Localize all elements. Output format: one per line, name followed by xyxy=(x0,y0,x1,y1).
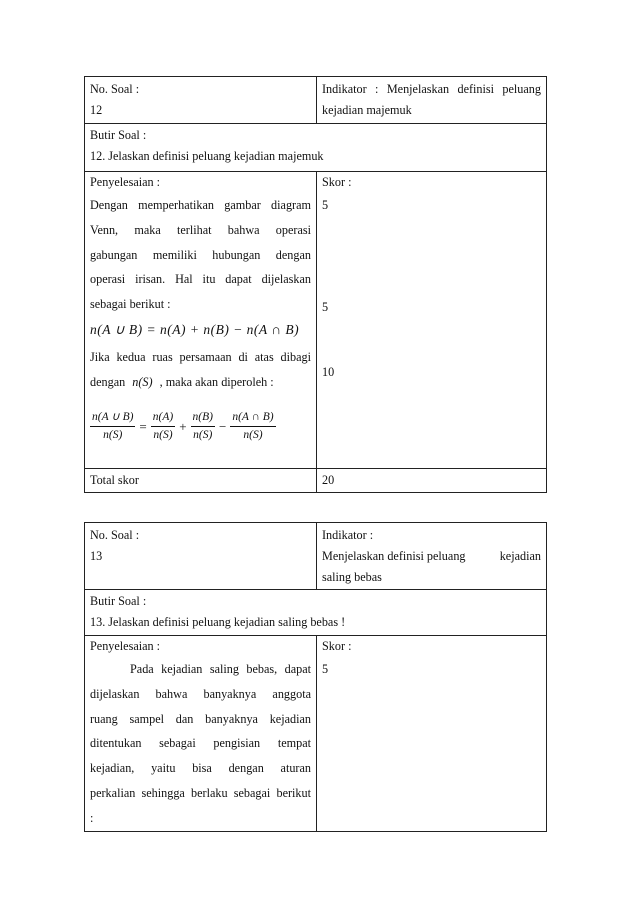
total-label: Total skor xyxy=(90,473,139,487)
indikator-cell-2 xyxy=(317,523,547,590)
para1-line-2: Venn, maka terlihat bahwa operasi xyxy=(90,222,311,237)
indikator-line-1: Indikator : Menjelaskan definisi peluang xyxy=(322,82,541,96)
penyelesaian-label: Penyelesaian : xyxy=(90,175,161,189)
skor-label: Skor : xyxy=(322,175,352,189)
para-line-7: : xyxy=(90,810,94,825)
skor-value-2-1: 5 xyxy=(322,662,329,676)
butir-label-2: Butir Soal : xyxy=(90,594,147,608)
para1-line-1: Dengan memperhatikan gambar diagram xyxy=(90,198,311,212)
soal-13-table xyxy=(84,522,547,832)
para2-post: , maka akan diperoleh : xyxy=(159,374,274,389)
indikator-line-1-left: Menjelaskan definisi peluang xyxy=(322,549,466,563)
skor-value-1: 5 xyxy=(322,198,329,212)
total-value: 20 xyxy=(322,473,335,487)
no-soal-value: 12 xyxy=(90,103,103,117)
no-soal-cell xyxy=(85,77,317,124)
equals-sign: = xyxy=(139,418,147,434)
skor-value-2: 5 xyxy=(322,300,329,314)
frac-term-2 xyxy=(191,410,215,443)
butir-cell xyxy=(85,124,547,172)
penyelesaian-label-2: Penyelesaian : xyxy=(90,639,161,653)
frac-t3-num: n(A ∩ B) xyxy=(230,410,275,427)
butir-row-2 xyxy=(85,590,547,636)
para2-pre: dengan xyxy=(90,374,126,389)
skor-cell-2 xyxy=(317,636,547,832)
frac-term-3 xyxy=(230,410,275,443)
no-soal-cell-2 xyxy=(85,523,317,590)
penyelesaian-cell xyxy=(85,172,317,469)
indikator-line-1-2 xyxy=(322,546,541,567)
frac-t2-num: n(B) xyxy=(191,410,215,427)
no-soal-label: No. Soal : xyxy=(90,82,140,96)
skor-value-3: 10 xyxy=(322,365,335,379)
total-value-cell xyxy=(317,469,547,493)
para1-line-5: sebagai berikut : xyxy=(90,297,171,312)
butir-text-2: 13. Jelaskan definisi peluang kejadian saling bebas ! xyxy=(90,615,346,629)
frac-lhs xyxy=(90,410,135,443)
indikator-cell xyxy=(317,77,547,124)
para2-line-2 xyxy=(90,370,311,395)
frac-lhs-num: n(A ∪ B) xyxy=(90,410,135,427)
para2-line-1: Jika kedua ruas persamaan di atas dibagi xyxy=(90,349,311,364)
indikator-line-1-right: kejadian xyxy=(499,549,541,563)
butir-label: Butir Soal : xyxy=(90,128,147,142)
indikator-line-2-2: saling bebas xyxy=(322,570,382,584)
plus-sign: + xyxy=(179,418,187,434)
para1-line-3: gabungan memiliki hubungan dengan xyxy=(90,247,311,262)
indikator-line-2: kejadian majemuk xyxy=(322,103,412,117)
frac-t2-den: n(S) xyxy=(193,429,213,442)
butir-text: 12. Jelaskan definisi peluang kejadian majemuk xyxy=(90,149,324,163)
frac-lhs-den: n(S) xyxy=(103,429,123,442)
skor-label-2: Skor : xyxy=(322,639,352,653)
no-soal-label-2: No. Soal : xyxy=(90,528,140,542)
n-s-math: n(S) xyxy=(132,374,153,389)
header-row-2 xyxy=(85,523,547,590)
para-line-2: dijelaskan bahwa banyaknya anggota xyxy=(90,686,311,701)
header-row xyxy=(85,77,547,124)
frac-t1-num: n(A) xyxy=(151,410,175,427)
butir-row xyxy=(85,124,547,172)
para1-line-4: operasi irisan. Hal itu dapat dijelaskan xyxy=(90,272,311,287)
butir-cell-2 xyxy=(85,590,547,636)
penyelesaian-row xyxy=(85,172,547,469)
total-label-cell xyxy=(85,469,317,493)
indikator-label-2: Indikator : xyxy=(322,528,374,542)
no-soal-value-2: 13 xyxy=(90,549,103,563)
total-row xyxy=(85,469,547,493)
frac-term-1 xyxy=(151,410,175,443)
soal-12-table xyxy=(84,76,547,493)
frac-t3-den: n(S) xyxy=(243,429,263,442)
para-line-6: perkalian sehingga berlaku sebagai berikut xyxy=(90,785,311,800)
skor-cell xyxy=(317,172,547,469)
fraction-formula xyxy=(90,399,311,455)
minus-sign: − xyxy=(218,418,227,434)
para-line-3: ruang sampel dan banyaknya kejadian xyxy=(90,711,311,726)
para-line-5: kejadian, yaitu bisa dengan aturan xyxy=(90,761,311,776)
union-formula: n(A ∪ B) = n(A) + n(B) − n(A ∩ B) xyxy=(90,321,300,337)
para-line-4: ditentukan sebagai pengisian tempat xyxy=(90,736,311,751)
penyelesaian-cell-2 xyxy=(85,636,317,832)
penyelesaian-row-2 xyxy=(85,636,547,832)
para-line-1: Pada kejadian saling bebas, dapat xyxy=(130,662,311,676)
frac-t1-den: n(S) xyxy=(153,429,173,442)
